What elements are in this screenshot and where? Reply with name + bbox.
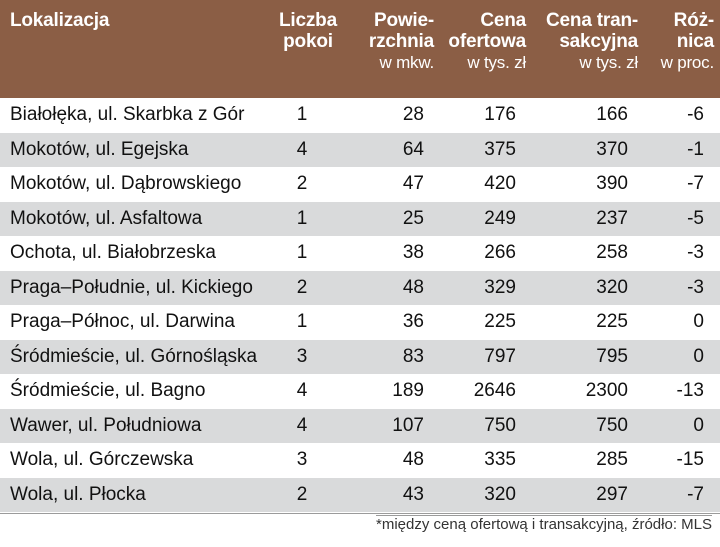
cell-transaction-price: 2300: [585, 380, 628, 402]
cell-location: Praga–Północ, ul. Darwina: [10, 311, 235, 333]
table-row: [0, 443, 720, 478]
table-row: [0, 133, 720, 168]
cell-rooms: 1: [296, 311, 308, 333]
cell-area: 107: [392, 414, 424, 436]
cell-location: Mokotów, ul. Egejska: [10, 138, 189, 160]
cell-transaction-price: 166: [596, 104, 628, 125]
cell-offer-price: 225: [484, 311, 516, 333]
cell-offer-price: 420: [484, 173, 516, 195]
cell-location: Mokotów, ul. Asfaltowa: [10, 207, 203, 229]
cell-offer-price: 320: [484, 483, 516, 505]
cell-offer-price: 266: [484, 242, 516, 264]
cell-rooms: 2: [296, 276, 308, 298]
cell-transaction-price: 237: [596, 207, 628, 229]
cell-rooms: 3: [296, 345, 308, 367]
cell-difference: -7: [687, 483, 704, 505]
cell-location: Praga–Południe, ul. Kickiego: [10, 276, 253, 298]
cell-rooms: 4: [296, 380, 308, 402]
cell-rooms: 1: [296, 104, 308, 125]
cell-location: Białołęka, ul. Skarbka z Gór: [10, 104, 245, 125]
cell-offer-price: 797: [484, 345, 516, 367]
cell-transaction-price: 750: [596, 414, 628, 436]
cell-offer-price: 249: [484, 207, 516, 229]
cell-offer-price: 750: [484, 414, 516, 436]
cell-area: 189: [392, 380, 424, 402]
cell-rooms: 1: [296, 207, 308, 229]
cell-rooms: 2: [296, 173, 308, 195]
cell-offer-price: 176: [484, 104, 516, 125]
table-body: [0, 98, 720, 512]
cell-transaction-price: 390: [596, 173, 628, 195]
header-offer-price: Cena ofertowa w tys. zł: [448, 10, 526, 72]
cell-transaction-price: 370: [596, 138, 628, 160]
cell-transaction-price: 297: [596, 483, 628, 505]
cell-offer-price: 335: [484, 449, 516, 471]
cell-location: Wawer, ul. Południowa: [10, 414, 202, 436]
cell-area: 48: [402, 276, 424, 298]
cell-location: Wola, ul. Płocka: [10, 483, 146, 505]
header-location: Lokalizacja: [10, 10, 110, 31]
footnote: *między ceną ofertową i transakcyjną, źródło: MLS: [376, 516, 712, 533]
cell-offer-price: 375: [484, 138, 516, 160]
cell-area: 28: [402, 104, 424, 125]
table-row: [0, 340, 720, 375]
cell-difference: 0: [693, 311, 704, 333]
cell-location: Mokotów, ul. Dąbrowskiego: [10, 173, 242, 195]
footnote-divider: [0, 513, 720, 514]
header-difference: Róż- nica w proc.: [660, 10, 714, 72]
table-row: [0, 271, 720, 306]
header-transaction-price: Cena tran- sakcyjna w tys. zł: [546, 10, 638, 72]
cell-location: Wola, ul. Górczewska: [10, 449, 194, 471]
cell-difference: -6: [687, 104, 704, 125]
cell-area: 64: [402, 138, 424, 160]
table-row: [0, 167, 720, 202]
cell-rooms: 4: [296, 138, 308, 160]
table-row: [0, 305, 720, 340]
cell-location: Śródmieście, ul. Bagno: [10, 380, 206, 402]
cell-difference: -1: [687, 138, 704, 160]
cell-difference: 0: [693, 345, 704, 367]
table-header: [0, 0, 720, 98]
cell-area: 43: [402, 483, 424, 505]
cell-difference: -3: [687, 276, 704, 298]
cell-difference: -13: [676, 380, 704, 402]
header-row: [0, 0, 720, 98]
cell-area: 48: [402, 449, 424, 471]
cell-transaction-price: 320: [596, 276, 628, 298]
cell-location: Ochota, ul. Białobrzeska: [10, 242, 216, 264]
cell-difference: 0: [693, 414, 704, 436]
table-row: [0, 478, 720, 513]
cell-rooms: 3: [296, 449, 308, 471]
cell-area: 47: [402, 173, 424, 195]
cell-offer-price: 329: [484, 276, 516, 298]
table-row: [0, 409, 720, 444]
cell-rooms: 4: [296, 414, 308, 436]
cell-transaction-price: 258: [596, 242, 628, 264]
cell-difference: -3: [687, 242, 704, 264]
cell-area: 25: [402, 207, 424, 229]
cell-difference: -15: [676, 449, 704, 471]
cell-transaction-price: 225: [596, 311, 628, 333]
table-row: [0, 98, 720, 133]
cell-location: Śródmieście, ul. Górnośląska: [10, 345, 258, 367]
table-row: [0, 236, 720, 271]
header-area: Powie- rzchnia w mkw.: [368, 10, 434, 72]
table-row: [0, 374, 720, 409]
cell-rooms: 2: [296, 483, 308, 505]
cell-offer-price: 2646: [473, 380, 516, 402]
cell-difference: -5: [687, 207, 704, 229]
cell-area: 36: [402, 311, 424, 333]
cell-rooms: 1: [296, 242, 308, 264]
cell-difference: -7: [687, 173, 704, 195]
table-row: [0, 202, 720, 237]
cell-transaction-price: 285: [596, 449, 628, 471]
cell-area: 83: [402, 345, 424, 367]
cell-transaction-price: 795: [596, 345, 628, 367]
cell-area: 38: [402, 242, 424, 264]
header-rooms: Liczba pokoi: [279, 10, 337, 52]
